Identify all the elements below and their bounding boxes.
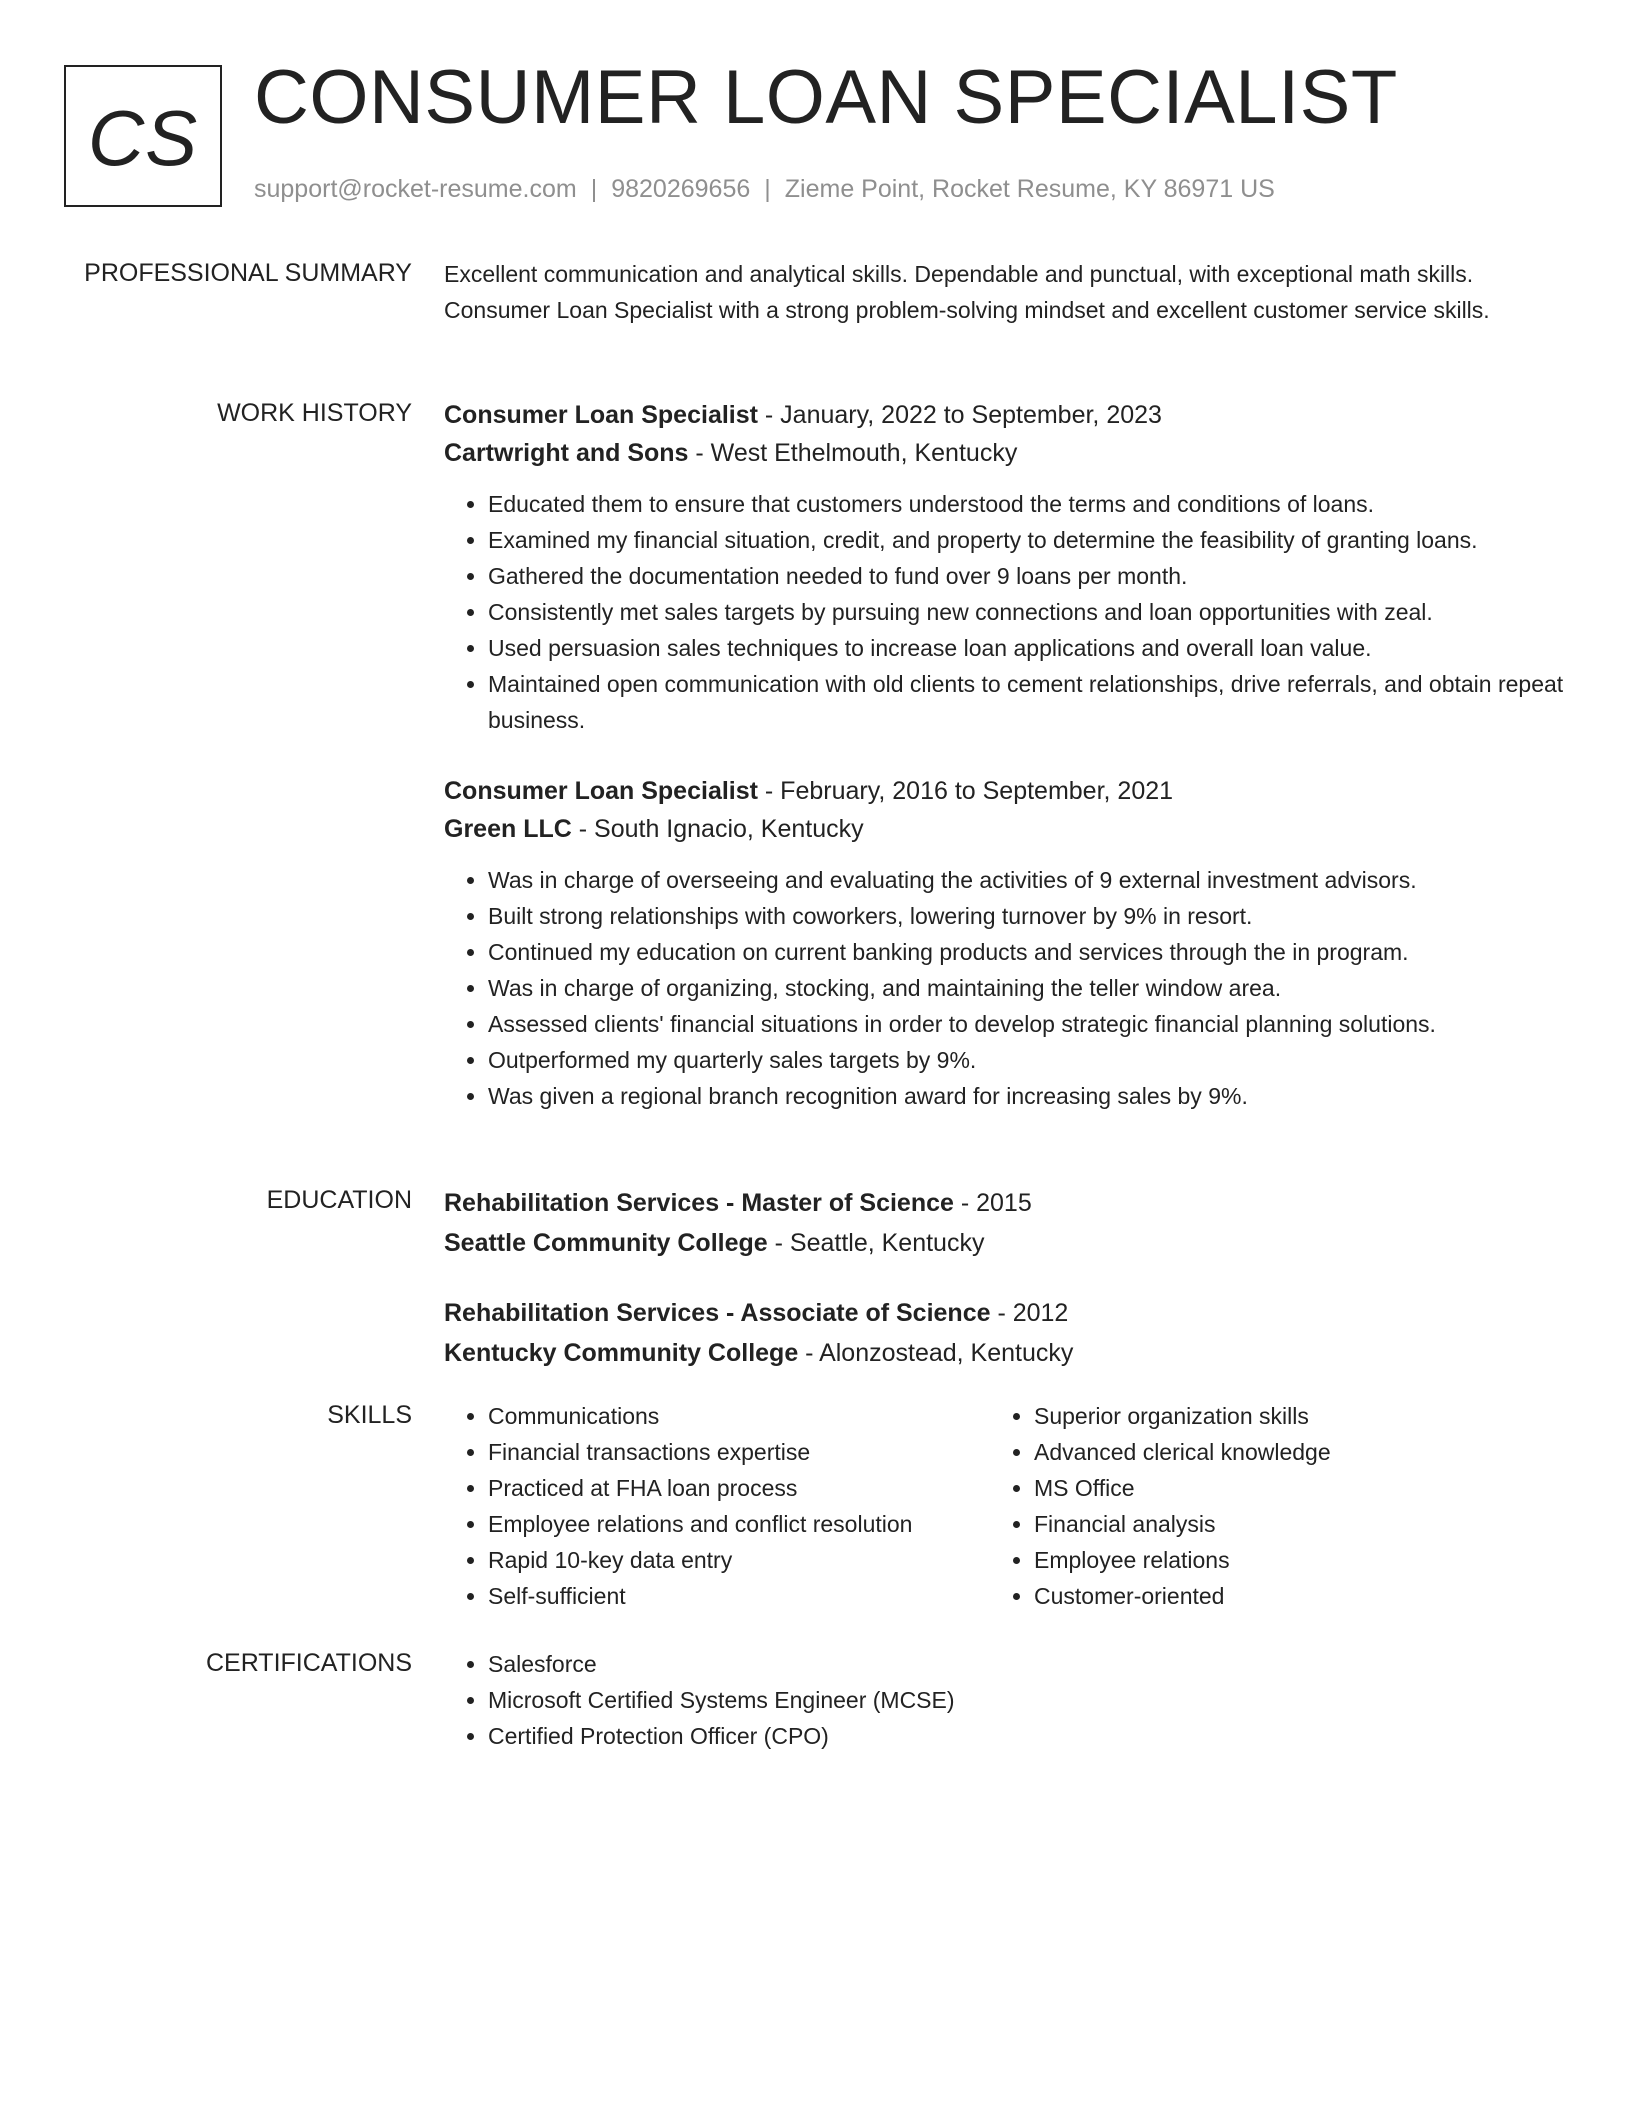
degree-line [444,1183,1564,1223]
job-title: Consumer Loan Specialist [444,777,758,805]
candidate-title: CONSUMER LOAN SPECIALIST [254,55,1398,140]
list-item: • Customer-oriented [1034,1578,1510,1614]
list-item: • Financial analysis [1034,1506,1510,1542]
list-item: • Certified Protection Officer (CPO) [488,1718,1564,1754]
skills-list-1 [444,1398,990,1614]
school-line [444,1333,1564,1373]
job-location: - South Ignacio, Kentucky [571,815,864,843]
education-entry [444,1293,1564,1373]
contact-line [254,174,1275,204]
job-location: - West Ethelmouth, Kentucky [688,439,1018,467]
school-line [444,1223,1564,1263]
section-label-summary: PROFESSIONAL SUMMARY [84,259,412,287]
degree: Rehabilitation Services - Associate of Science [444,1299,991,1327]
list-item: • Outperformed my quarterly sales targets by 9%. [488,1042,1564,1078]
job-company: Cartwright and Sons [444,439,689,467]
education-entry [444,1183,1564,1263]
list-item: • Practiced at FHA loan process [488,1470,990,1506]
contact-separator: | [590,175,598,203]
job-entry [444,396,1564,738]
section-label-skills: SKILLS [327,1401,412,1429]
degree: Rehabilitation Services - Master of Science [444,1189,954,1217]
list-item: • Continued my education on current banking products and services through the in program. [488,934,1564,970]
list-item: • Built strong relationships with coworkers, lowering turnover by 9% in resort. [488,898,1564,934]
skills-column-2 [990,1398,1510,1614]
list-item: • Gathered the documentation needed to fund over 9 loans per month. [488,558,1564,594]
list-item: • Employee relations [1034,1542,1510,1578]
job-company-line [444,810,1564,848]
job-title-line [444,772,1564,810]
list-item: • Communications [488,1398,990,1434]
list-item: • Examined my financial situation, credit, and property to determine the feasibility of granting loans. [488,522,1564,558]
list-item: • Was in charge of overseeing and evaluating the activities of 9 external investment advisors. [488,862,1564,898]
degree-line [444,1293,1564,1333]
job-bullets [444,486,1564,738]
monogram-box [64,65,222,207]
job-title-line [444,396,1564,434]
list-item: • Was given a regional branch recognition award for increasing sales by 9%. [488,1078,1564,1114]
skills-body [444,1398,1564,1614]
job-company-line [444,434,1564,472]
school: Seattle Community College [444,1229,768,1257]
list-item: • Assessed clients' financial situations in order to develop strategic financial planning solutions. [488,1006,1564,1042]
list-item: • Employee relations and conflict resolution [488,1506,990,1542]
certifications-list [444,1646,1564,1754]
list-item: • Salesforce [488,1646,1564,1682]
list-item: • Self-sufficient [488,1578,990,1614]
school: Kentucky Community College [444,1339,799,1367]
job-bullets [444,862,1564,1114]
work-history-body [444,396,1564,1148]
list-item: • Consistently met sales targets by pursuing new connections and loan opportunities with zeal. [488,594,1564,630]
list-item: • Rapid 10-key data entry [488,1542,990,1578]
job-entry [444,772,1564,1114]
skills-column-1 [444,1398,990,1614]
list-item: • Used persuasion sales techniques to increase loan applications and overall loan value. [488,630,1564,666]
contact-address: Zieme Point, Rocket Resume, KY 86971 US [784,175,1275,203]
contact-separator: | [764,175,771,203]
job-company: Green LLC [444,815,572,843]
school-location: - Seattle, Kentucky [767,1229,985,1257]
list-item: • Microsoft Certified Systems Engineer (MCSE) [488,1682,1564,1718]
list-item: • MS Office [1034,1470,1510,1506]
list-item: • Educated them to ensure that customers understood the terms and conditions of loans. [488,486,1564,522]
skills-list-2 [990,1398,1510,1614]
list-item: • Superior organization skills [1034,1398,1510,1434]
job-title: Consumer Loan Specialist [444,401,758,429]
section-label-work: WORK HISTORY [217,399,412,427]
job-dates: - January, 2022 to September, 2023 [757,401,1162,429]
contact-email: support@rocket-resume.com [254,175,577,203]
certifications-body [444,1646,1564,1754]
list-item: • Maintained open communication with old clients to cement relationships, drive referrals, and obtain repeat business. [488,666,1564,738]
education-body [444,1183,1564,1403]
list-item: • Was in charge of organizing, stocking, and maintaining the teller window area. [488,970,1564,1006]
school-location: - Alonzostead, Kentucky [798,1339,1074,1367]
monogram-initials: CS [87,94,199,182]
summary-text: Excellent communication and analytical skills. Dependable and punctual, with exceptional math skills. Consumer Loan Specialist with a strong problem-solving mindset and excellent customer service skills. [444,261,1490,323]
list-item: • Advanced clerical knowledge [1034,1434,1510,1470]
job-dates: - February, 2016 to September, 2021 [757,777,1174,805]
section-label-certifications: CERTIFICATIONS [205,1649,412,1677]
degree-year: - 2012 [990,1299,1069,1327]
contact-phone: 9820269656 [611,175,751,203]
skills-columns [444,1398,1564,1614]
summary-body [444,256,1564,328]
section-label-education: EDUCATION [266,1186,412,1214]
list-item: • Financial transactions expertise [488,1434,990,1470]
degree-year: - 2015 [953,1189,1032,1217]
